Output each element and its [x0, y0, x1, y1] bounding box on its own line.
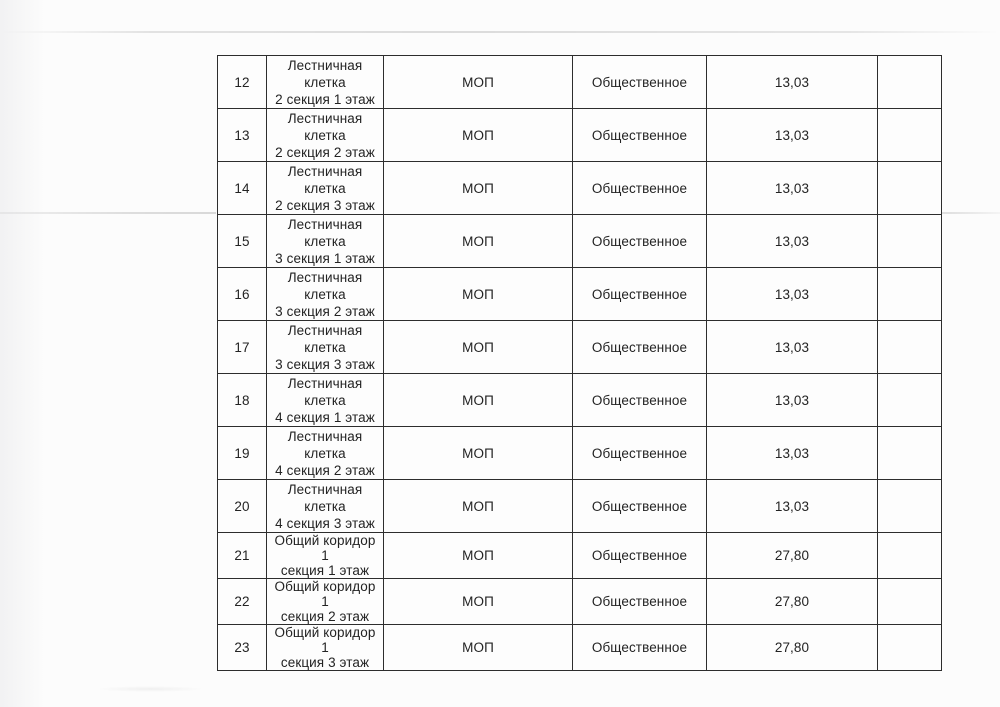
- scan-artifact-top-line: [0, 31, 1000, 33]
- cell-room-type: МОП: [384, 215, 573, 268]
- room-name-line2: 3 секция 2 этаж: [275, 303, 375, 319]
- room-name-line2: секция 3 этаж: [280, 655, 370, 670]
- cell-room-type: МОП: [384, 374, 573, 427]
- cell-room-name: [267, 321, 384, 374]
- cell-row-number: 15: [218, 215, 267, 268]
- table-row: [218, 215, 942, 268]
- cell-row-number: 12: [218, 56, 267, 109]
- room-name-line1: Лестничная клетка: [287, 322, 363, 355]
- cell-room-name: [267, 579, 384, 625]
- cell-note-empty: [878, 480, 942, 533]
- room-name-line2: секция 2 этаж: [280, 609, 370, 624]
- cell-row-number: 21: [218, 533, 267, 579]
- room-name-line1: Общий коридор 1: [274, 579, 376, 609]
- cell-room-category: Общественное: [573, 109, 707, 162]
- cell-room-name: [267, 427, 384, 480]
- cell-room-name: [267, 109, 384, 162]
- cell-room-name: [267, 268, 384, 321]
- cell-note-empty: [878, 109, 942, 162]
- room-name-line2: 2 секция 3 этаж: [275, 197, 375, 213]
- room-name-line1: Лестничная клетка: [287, 163, 363, 196]
- cell-area-value: 13,03: [707, 374, 878, 427]
- table-row: [218, 579, 942, 625]
- cell-room-category: Общественное: [573, 579, 707, 625]
- cell-note-empty: [878, 374, 942, 427]
- cell-row-number: 17: [218, 321, 267, 374]
- cell-room-category: Общественное: [573, 374, 707, 427]
- room-name-line2: 2 секция 2 этаж: [275, 144, 375, 160]
- table-row: [218, 427, 942, 480]
- cell-area-value: 27,80: [707, 533, 878, 579]
- cell-note-empty: [878, 56, 942, 109]
- table-row: [218, 56, 942, 109]
- cell-note-empty: [878, 533, 942, 579]
- cell-room-category: Общественное: [573, 427, 707, 480]
- cell-room-type: МОП: [384, 480, 573, 533]
- cell-row-number: 20: [218, 480, 267, 533]
- cell-room-type: МОП: [384, 533, 573, 579]
- cell-room-name: [267, 56, 384, 109]
- cell-area-value: 13,03: [707, 56, 878, 109]
- room-name-line2: 4 секция 2 этаж: [275, 462, 375, 478]
- room-name-line1: Лестничная клетка: [287, 57, 363, 90]
- table-row: [218, 109, 942, 162]
- room-name-line1: Лестничная клетка: [287, 216, 363, 249]
- cell-row-number: 19: [218, 427, 267, 480]
- cell-note-empty: [878, 321, 942, 374]
- room-name-line1: Общий коридор 1: [274, 625, 376, 655]
- room-name-line1: Лестничная клетка: [287, 428, 363, 461]
- premises-area-table: [217, 55, 942, 671]
- room-name-line2: 4 секция 3 этаж: [275, 515, 375, 531]
- room-name-line2: секция 1 этаж: [280, 563, 370, 578]
- cell-row-number: 16: [218, 268, 267, 321]
- room-name-line1: Общий коридор 1: [274, 533, 376, 563]
- cell-room-category: Общественное: [573, 321, 707, 374]
- cell-note-empty: [878, 215, 942, 268]
- cell-room-category: Общественное: [573, 56, 707, 109]
- cell-room-category: Общественное: [573, 215, 707, 268]
- room-name-line1: Лестничная клетка: [287, 481, 363, 514]
- table-row: [218, 162, 942, 215]
- cell-room-type: МОП: [384, 162, 573, 215]
- table-row: [218, 625, 942, 671]
- cell-note-empty: [878, 427, 942, 480]
- cell-area-value: 13,03: [707, 215, 878, 268]
- cell-note-empty: [878, 268, 942, 321]
- cell-room-name: [267, 533, 384, 579]
- cell-note-empty: [878, 625, 942, 671]
- cell-room-type: МОП: [384, 427, 573, 480]
- room-name-line2: 4 секция 1 этаж: [275, 409, 375, 425]
- cell-area-value: 13,03: [707, 268, 878, 321]
- cell-room-type: МОП: [384, 321, 573, 374]
- cell-area-value: 13,03: [707, 480, 878, 533]
- cell-row-number: 18: [218, 374, 267, 427]
- cell-area-value: 13,03: [707, 321, 878, 374]
- cell-room-name: [267, 215, 384, 268]
- cell-area-value: 13,03: [707, 162, 878, 215]
- scan-artifact-left-dash: [0, 212, 216, 214]
- cell-row-number: 13: [218, 109, 267, 162]
- table-row: [218, 533, 942, 579]
- room-name-line2: 3 секция 1 этаж: [275, 250, 375, 266]
- cell-note-empty: [878, 162, 942, 215]
- room-name-line2: 2 секция 1 этаж: [275, 91, 375, 107]
- cell-room-name: [267, 162, 384, 215]
- cell-room-type: МОП: [384, 625, 573, 671]
- table-row: [218, 374, 942, 427]
- cell-area-value: 27,80: [707, 625, 878, 671]
- scan-artifact-smudge: [95, 686, 205, 692]
- cell-room-type: МОП: [384, 268, 573, 321]
- room-name-line1: Лестничная клетка: [287, 269, 363, 302]
- cell-room-name: [267, 480, 384, 533]
- cell-room-category: Общественное: [573, 480, 707, 533]
- cell-room-name: [267, 625, 384, 671]
- cell-area-value: 27,80: [707, 579, 878, 625]
- room-name-line1: Лестничная клетка: [287, 375, 363, 408]
- table-row: [218, 268, 942, 321]
- cell-row-number: 22: [218, 579, 267, 625]
- cell-row-number: 14: [218, 162, 267, 215]
- cell-room-type: МОП: [384, 56, 573, 109]
- table-row: [218, 480, 942, 533]
- room-name-line2: 3 секция 3 этаж: [275, 356, 375, 372]
- table-row: [218, 321, 942, 374]
- scan-artifact-right-dash: [942, 212, 1000, 214]
- cell-room-category: Общественное: [573, 533, 707, 579]
- cell-note-empty: [878, 579, 942, 625]
- cell-row-number: 23: [218, 625, 267, 671]
- cell-area-value: 13,03: [707, 427, 878, 480]
- cell-room-category: Общественное: [573, 268, 707, 321]
- cell-area-value: 13,03: [707, 109, 878, 162]
- cell-room-type: МОП: [384, 579, 573, 625]
- table-body: [218, 56, 942, 671]
- cell-room-name: [267, 374, 384, 427]
- cell-room-category: Общественное: [573, 625, 707, 671]
- cell-room-category: Общественное: [573, 162, 707, 215]
- cell-room-type: МОП: [384, 109, 573, 162]
- room-name-line1: Лестничная клетка: [287, 110, 363, 143]
